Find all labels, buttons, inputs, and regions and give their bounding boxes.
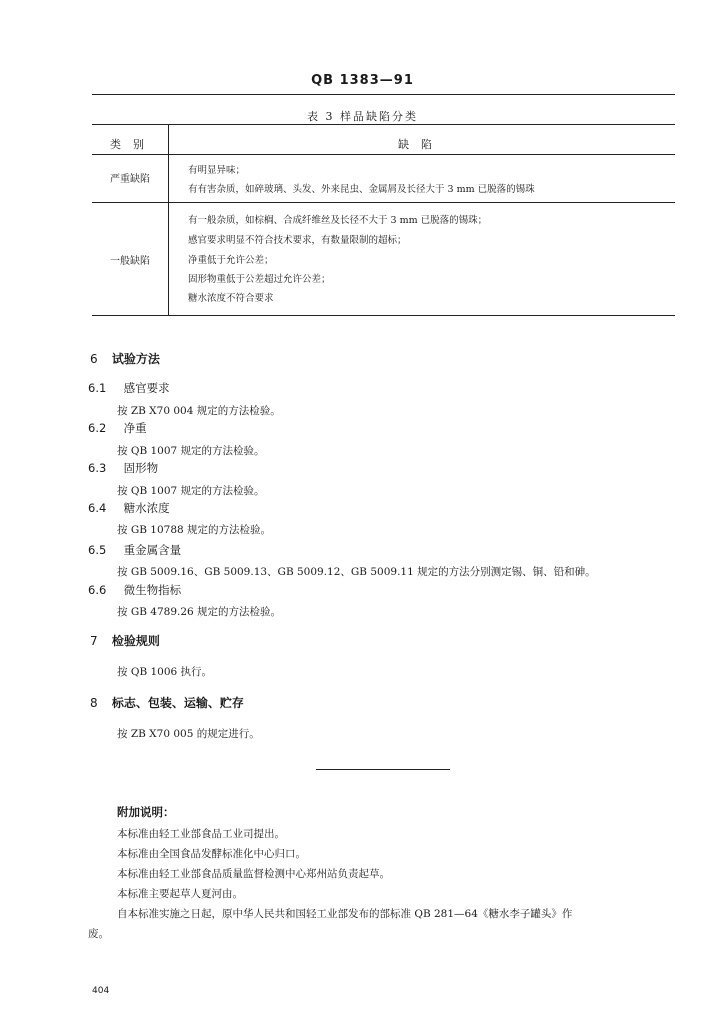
section-body: 按 QB 1006 执行。 bbox=[117, 666, 213, 678]
subsection-title: 糖水浓度 bbox=[123, 501, 170, 515]
section-heading bbox=[90, 694, 244, 711]
subsection-heading bbox=[88, 582, 181, 598]
subsection-body: 按 ZB X70 004 规定的方法检验。 bbox=[117, 405, 281, 417]
note-line: 本标准由轻工业部食品工业司提出。 bbox=[117, 828, 285, 840]
subsection-body: 按 QB 1007 规定的方法检验。 bbox=[117, 445, 265, 457]
page-number: 404 bbox=[92, 986, 110, 996]
subsection-body: 按 QB 1007 规定的方法检验。 bbox=[117, 485, 265, 497]
notes-title: 附加说明： bbox=[117, 805, 175, 819]
subsection-heading bbox=[88, 460, 158, 476]
table-column-divider bbox=[168, 124, 169, 316]
section-title: 检验规则 bbox=[111, 634, 160, 648]
note-line: 本标准由轻工业部食品质量监督检测中心郑州站负责起草。 bbox=[117, 868, 390, 880]
note-line: 本标准由全国食品发酵标准化中心归口。 bbox=[117, 848, 306, 860]
subsection-number: 6.5 bbox=[88, 543, 107, 557]
subsection-number: 6.3 bbox=[88, 461, 107, 475]
section-body: 按 ZB X70 005 的规定进行。 bbox=[117, 728, 260, 740]
defect-classification-table bbox=[92, 124, 675, 317]
general-defect-item: 固形物重低于公差超过允许公差； bbox=[188, 274, 331, 285]
note-line-continuation: 废。 bbox=[88, 928, 109, 940]
general-defect-item: 净重低于允许公差； bbox=[188, 255, 274, 266]
subsection-title: 感官要求 bbox=[123, 381, 170, 395]
section-number: 6 bbox=[90, 352, 98, 366]
subsection-title: 微生物指标 bbox=[123, 583, 182, 597]
table-title: 表 3 样品缺陷分类 bbox=[307, 110, 418, 123]
table-top-border bbox=[92, 124, 675, 125]
header-defect: 缺陷 bbox=[398, 138, 444, 151]
section-number: 8 bbox=[90, 696, 98, 710]
subsection-heading bbox=[88, 500, 170, 516]
subsection-body: 按 GB 4789.26 规定的方法检验。 bbox=[117, 606, 282, 618]
note-line: 本标准主要起草人夏河由。 bbox=[117, 888, 243, 900]
subsection-heading bbox=[88, 542, 181, 558]
standard-code: QB 1383—91 bbox=[311, 73, 414, 88]
table-row-divider bbox=[92, 202, 675, 203]
table-header-border bbox=[92, 154, 675, 155]
severe-defect-item: 有明显异味； bbox=[188, 165, 246, 176]
subsection-title: 净重 bbox=[123, 421, 147, 435]
general-defect-item: 感官要求明显不符合技术要求，有数量限制的超标； bbox=[188, 235, 407, 246]
section-title: 标志、包装、运输、贮存 bbox=[111, 696, 244, 710]
subsection-heading bbox=[88, 420, 147, 436]
category-general: 一般缺陷 bbox=[110, 256, 150, 267]
header-rule bbox=[92, 94, 675, 95]
subsection-number: 6.2 bbox=[88, 421, 107, 435]
subsection-number: 6.1 bbox=[88, 381, 107, 395]
category-severe: 严重缺陷 bbox=[110, 174, 150, 185]
section-heading bbox=[90, 632, 160, 649]
severe-defect-item: 有有害杂质，如碎玻璃、头发、外来昆虫、金属屑及长径大于 3 mm 已脱落的锡珠 bbox=[188, 184, 535, 195]
subsection-body: 按 GB 5009.16、GB 5009.13、GB 5009.12、GB 5009.11 规定的方法分别测定锡、铜、铅和砷。 bbox=[117, 566, 596, 578]
subsection-title: 重金属含量 bbox=[123, 543, 182, 557]
subsection-number: 6.6 bbox=[88, 583, 107, 597]
subsection-number: 6.4 bbox=[88, 501, 107, 515]
section-number: 7 bbox=[90, 634, 98, 648]
table-bottom-border bbox=[92, 315, 675, 316]
subsection-heading bbox=[88, 380, 170, 396]
general-defect-item: 有一般杂质，如棕榈、合成纤维丝及长径不大于 3 mm 已脱落的锡珠； bbox=[188, 215, 488, 226]
section-title: 试验方法 bbox=[111, 352, 160, 366]
general-defect-item: 糖水浓度不符合要求 bbox=[188, 293, 274, 304]
section-heading bbox=[90, 350, 160, 367]
end-rule bbox=[316, 769, 450, 770]
note-line: 自本标准实施之日起，原中华人民共和国轻工业部发布的部标准 QB 281—64《糖水李子罐头》作 bbox=[117, 908, 573, 920]
header-category: 类别 bbox=[110, 138, 156, 151]
subsection-body: 按 GB 10788 规定的方法检验。 bbox=[117, 524, 272, 536]
subsection-title: 固形物 bbox=[123, 461, 159, 475]
